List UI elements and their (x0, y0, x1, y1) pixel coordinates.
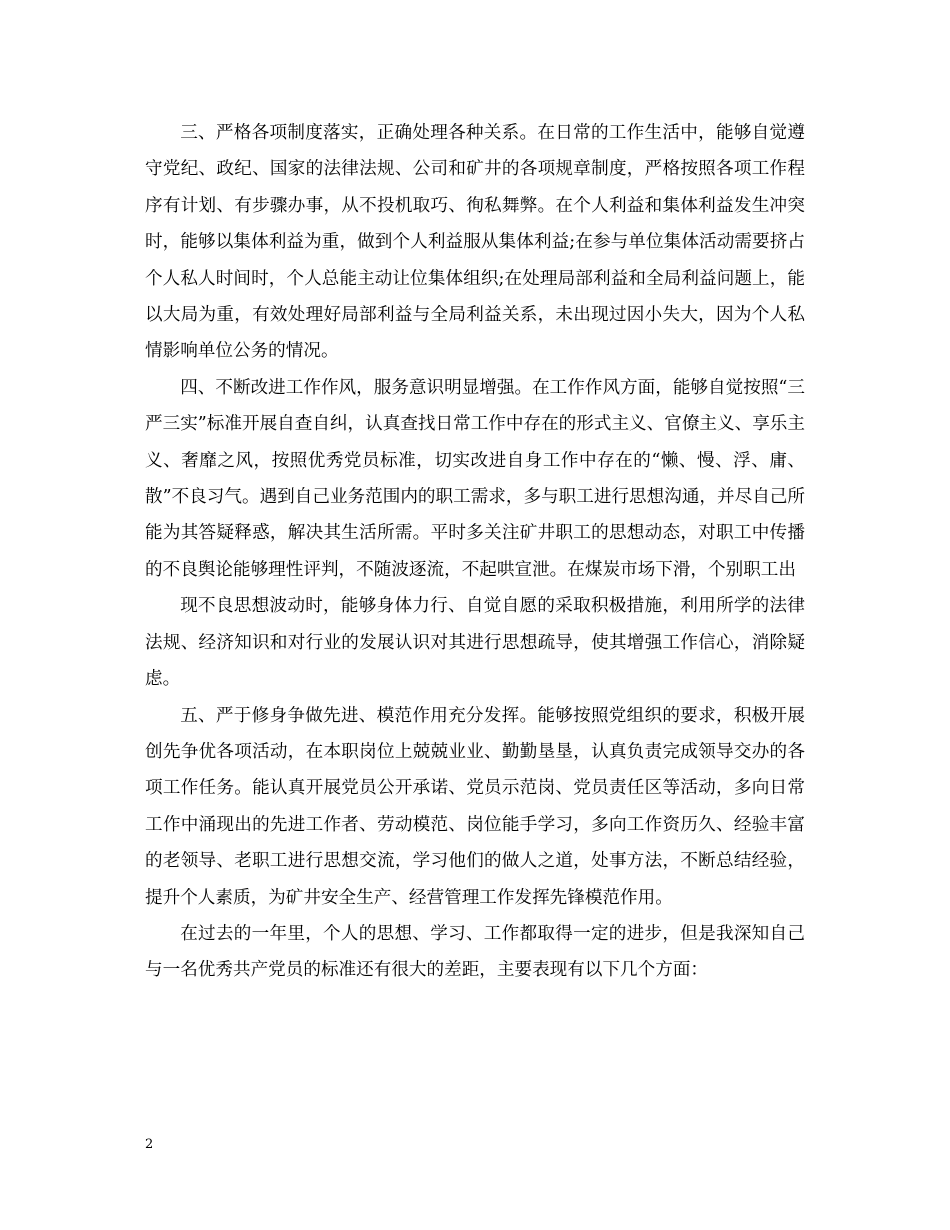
document-body (145, 115, 805, 989)
paragraph-3: 现不良思想波动时，能够身体力行、自觉自愿的采取积极措施，利用所学的法律法规、经济知识和对行业的发展认识对其进行思想疏导，使其增强工作信心，消除疑虑。 (145, 596, 805, 690)
paragraph-5: 在过去的一年里，个人的思想、学习、工作都取得一定的进步，但是我深知自己与一名优秀共产党员的标准还有很大的差距，主要表现有以下几个方面： (145, 923, 805, 981)
paragraph-1: 三、严格各项制度落实，正确处理各种关系。在日常的工作生活中，能够自觉遵守党纪、政纪、国家的法律法规、公司和矿井的各项规章制度，严格按照各项工作程序有计划、有步骤办事，从不投机取巧、徇私舞弊。在个人利益和集体利益发生冲突时，能够以集体利益为重，做到个人利益服从集体利益;在参与单位集体活动需要挤占个人私人时间时，个人总能主动让位集体组织;在处理局部利益和全局利益问题上，能以大局为重，有效处理好局部利益与全局利益关系，未出现过因小失大，因为个人私情影响单位公务的情况。 (145, 123, 805, 362)
page-number: 2 (145, 1137, 154, 1152)
paragraph-2: 四、不断改进工作作风，服务意识明显增强。在工作作风方面，能够自觉按照“三严三实”标准开展自查自纠，认真查找日常工作中存在的形式主义、官僚主义、享乐主义、奢靡之风，按照优秀党员标准，切实改进自身工作中存在的“懒、慢、浮、庸、散”不良习气。遇到自己业务范围内的职工需求，多与职工进行思想沟通，并尽自己所能为其答疑释惑，解决其生活所需。平时多关注矿井职工的思想动态，对职工中传播的不良舆论能够理性评判，不随波逐流，不起哄宣泄。在煤炭市场下滑，个别职工出 (145, 377, 805, 580)
paragraph-4: 五、严于修身争做先进、模范作用充分发挥。能够按照党组织的要求，积极开展创先争优各项活动，在本职岗位上兢兢业业、勤勤垦垦，认真负责完成领导交办的各项工作任务。能认真开展党员公开承诺、党员示范岗、党员责任区等活动，多向日常工作中涌现出的先进工作者、劳动模范、岗位能手学习，多向工作资历久、经验丰富的老领导、老职工进行思想交流，学习他们的做人之道，处事方法，不断总结经验，提升个人素质，为矿井安全生产、经营管理工作发挥先锋模范作用。 (145, 705, 805, 908)
